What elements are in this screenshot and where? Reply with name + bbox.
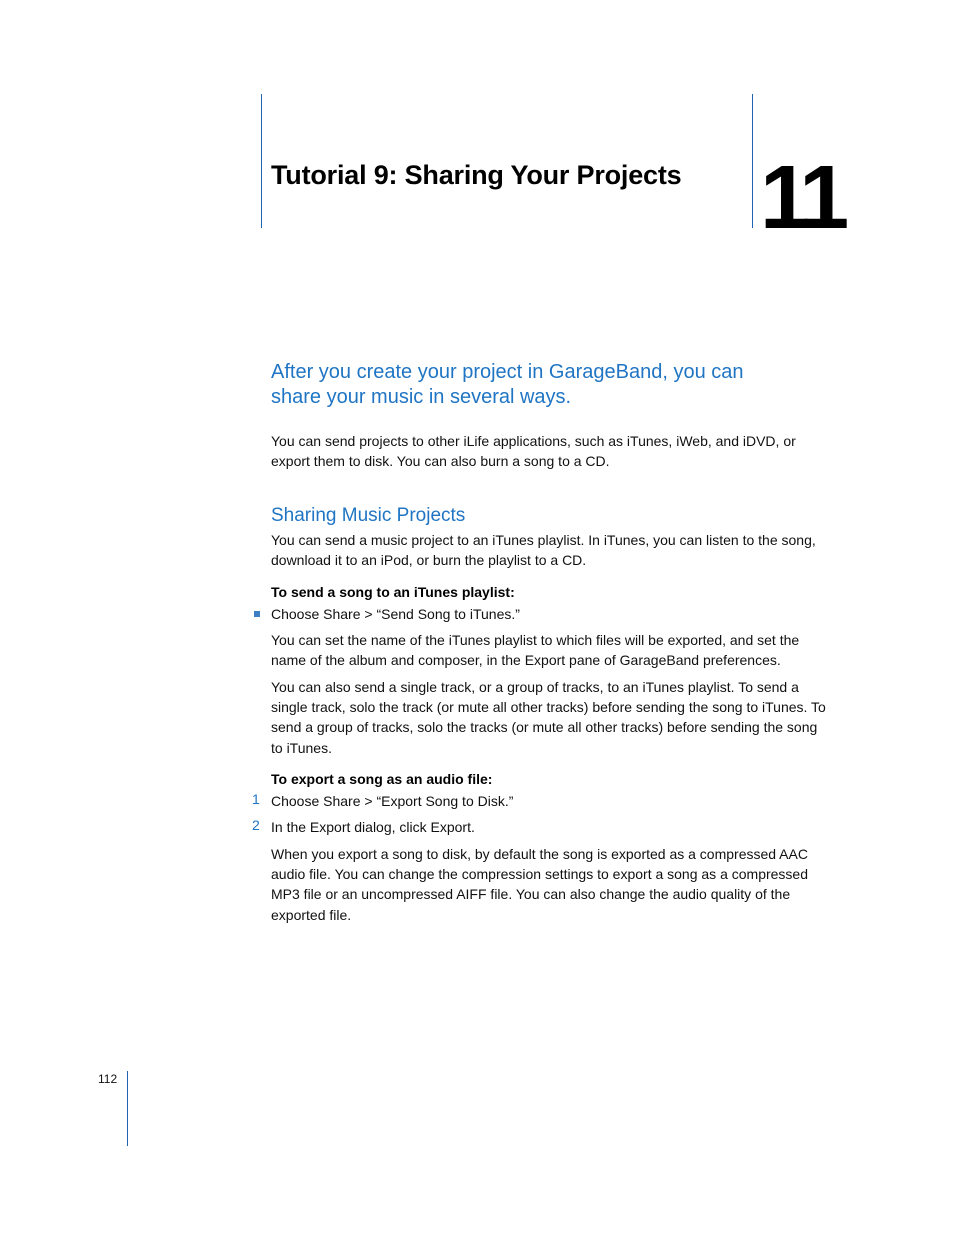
chapter-rule-left <box>261 94 262 228</box>
chapter-title: Tutorial 9: Sharing Your Projects <box>271 160 682 190</box>
section-paragraph: You can send a music project to an iTunes playlist. In iTunes, you can listen to the song, download it to an iPod, or burn the playlist to a CD. <box>271 532 816 569</box>
chapter-number: 11 <box>760 148 844 248</box>
bullet-item-send-song: Choose Share > “Send Song to iTunes.” <box>271 606 520 622</box>
itunes-tracks-paragraph: You can also send a single track, or a group of tracks, to an iTunes playlist. To send a single track, solo the track (or mute all other tracks) before sending the song to iTunes. To send a group of tracks, solo the tracks (or mute all other tracks) before sending the song to iTunes. <box>271 679 826 756</box>
chapter-intro: After you create your project in GarageBand, you can share your music in several ways. <box>271 361 744 408</box>
step-number: 2 <box>252 817 260 833</box>
page-number: 112 <box>98 1072 118 1086</box>
footer-rule <box>127 1071 128 1146</box>
step-text: Choose Share > “Export Song to Disk.” <box>271 793 514 809</box>
task-heading-export: To export a song as an audio file: <box>271 771 493 787</box>
step-number: 1 <box>252 791 260 807</box>
intro-paragraph: You can send projects to other iLife applications, such as iTunes, iWeb, and iDVD, or export them to disk. You can also burn a song to a CD. <box>271 433 796 470</box>
itunes-playlist-paragraph: You can set the name of the iTunes playlist to which files will be exported, and set the name of the album and composer, in the Export pane of GarageBand preferences. <box>271 632 800 669</box>
step-text: In the Export dialog, click Export. <box>271 819 475 835</box>
chapter-rule-right <box>752 94 753 228</box>
bullet-icon <box>254 611 260 617</box>
task-heading-itunes: To send a song to an iTunes playlist: <box>271 584 515 600</box>
section-heading: Sharing Music Projects <box>271 505 466 526</box>
export-paragraph: When you export a song to disk, by default the song is exported as a compressed AAC audio file. You can change the compression settings to export a song as a compressed MP3 file or an uncompressed AIFF file. You can also change the audio quality of the exported file. <box>271 846 809 923</box>
